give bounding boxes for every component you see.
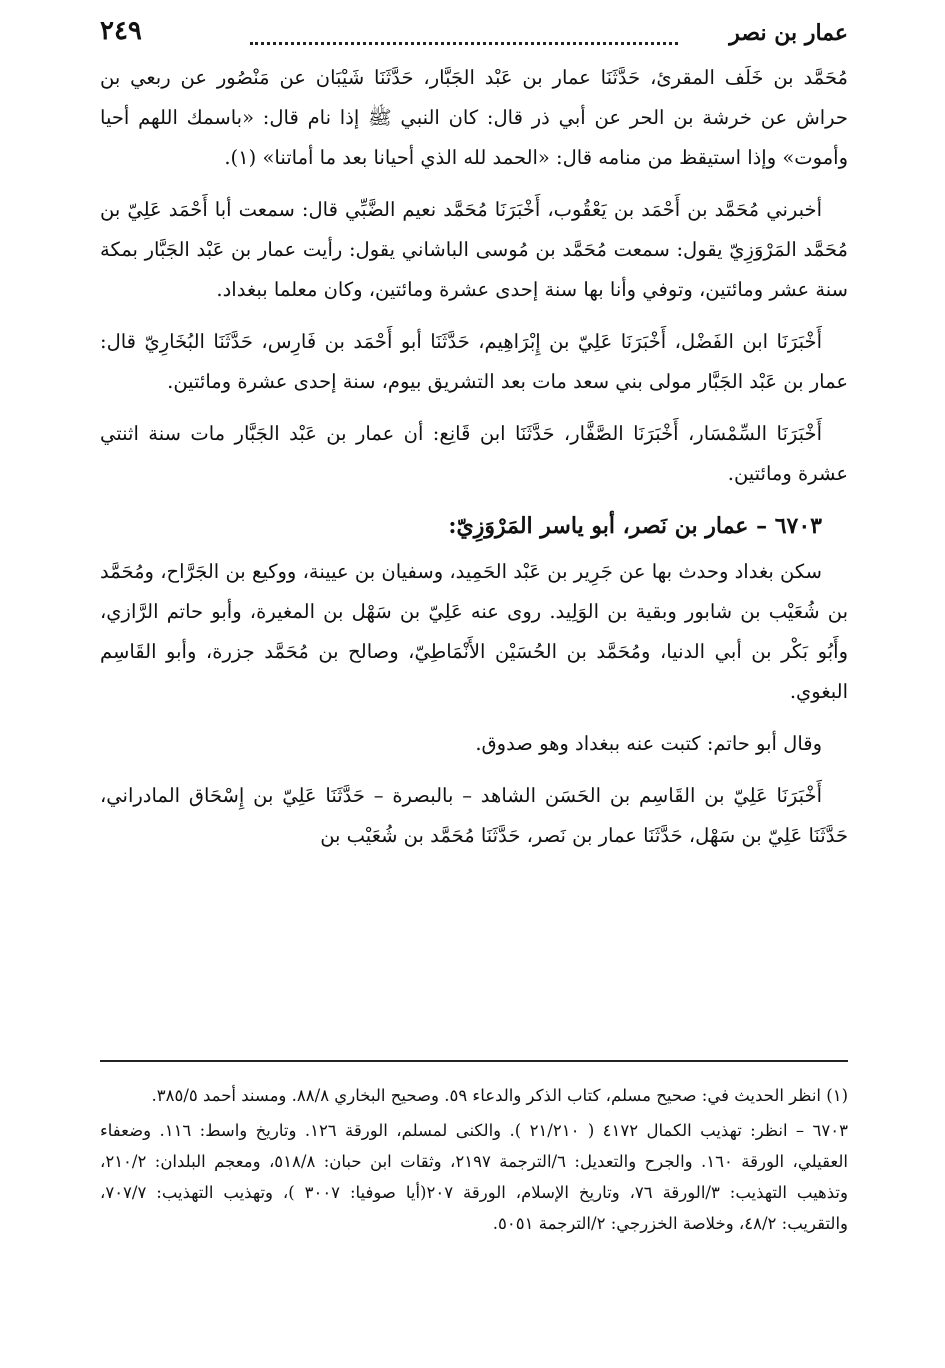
- paragraph-3: أَخْبَرَنَا ابن الفَضْل، أَخْبَرَنَا عَلِيّ بن إِبْرَاهِيم، حَدَّثَنَا أبو أَحْمَد بن فَارِس، حَدَّثَنَا البُخَارِيّ قال: عمار بن عَبْد الجَبَّار مولى بني سعد مات بعد التشريق بيوم، سنة إحدى عشرة ومائتين.: [100, 330, 848, 393]
- footnote-2: ٦٧٠٣ – انظر: تهذيب الكمال ٤١٧٢ ( ٢١/٢١٠ ). والكنى لمسلم، الورقة ١٢٦. وتاريخ واسط: ١١٦. وضعفاء العقيلي، الورقة ١٦٠. والجرح والتعديل: ٦/الترجمة ٢١٩٧، وثقات ابن حبان: ٥١٨/٨، ومعجم البلدان: ٢١٠/٢، وتذهيب التهذيب: ٣/الورقة ٧٦، وتاريخ الإسلام، الورقة ٢٠٧(أيا صوفيا: ٣٠٠٧ )، وتهذيب التهذيب: ٧٠٧/٧، والتقريب: ٤٨/٢، وخلاصة الخزرجي: ٢/الترجمة ٥٠٥١.: [100, 1121, 848, 1233]
- paragraph-1: مُحَمَّد بن خَلَف المقرئ، حَدَّثَنَا عمار بن عَبْد الجَبَّار، حَدَّثَنَا شَيْبَان عن مَنْصُور عن ربعي بن حراش عن خرشة بن الحر عن أبي ذر قال: كان النبي ﷺ إذا نام قال: «باسمك اللهم أحيا وأموت» وإذا استيقظ من منامه قال: «الحمد لله الذي أحيانا بعد ما أماتنا» (١).: [100, 66, 848, 169]
- header-dot-leader: [250, 42, 678, 45]
- running-header: [100, 14, 848, 58]
- paragraph-2: أخبرني مُحَمَّد بن أَحْمَد بن يَعْقُوب، أَخْبَرَنَا مُحَمَّد نعيم الضَّبِّي قال: سمعت أبا أَحْمَد عَلِيّ بن مُحَمَّد المَرْوَزِيّ يقول: سمعت مُحَمَّد بن مُوسى الباشاني يقول: رأيت عمار بن عَبْد الجَبَّار بمكة سنة عشر ومائتين، وتوفي وأنا بها سنة إحدى عشرة ومائتين، وكان معلما ببغداد.: [100, 198, 848, 301]
- footnote-1: (١) انظر الحديث في: صحيح مسلم، كتاب الذكر والدعاء ٥٩. وصحيح البخاري ٨٨/٨. ومسند أحمد ٣٨٥/٥.: [151, 1086, 848, 1105]
- paragraph-4: أَخْبَرَنَا السِّمْسَار، أَخْبَرَنَا الصَّفَّار، حَدَّثَنَا ابن قَانِع: أن عمار بن عَبْد الجَبَّار مات سنة اثنتي عشرة ومائتين.: [100, 422, 848, 485]
- page: [100, 14, 848, 868]
- entry-paragraph-1: سكن بغداد وحدث بها عن جَرِير بن عَبْد الحَمِيد، وسفيان بن عيينة، ووكيع بن الجَرَّاح، ومُحَمَّد بن شُعَيْب بن شابور وبقية بن الوَلِيد. روى عنه عَلِيّ بن سَهْل بن المغيرة، وأبو حاتم الرَّازي، وأَبُو بَكْر بن أبي الدنيا، ومُحَمَّد بن الحُسَيْن الأَنْمَاطِيّ، وصالح بن مُحَمَّد جزرة، وأبو القَاسِم البغوي.: [100, 560, 848, 703]
- footnote-divider: [100, 1060, 848, 1062]
- running-title: عمار بن نصر: [729, 20, 848, 46]
- footnotes: [100, 1080, 848, 1243]
- entry-heading: ٦٧٠٣ – عمار بن نَصر، أبو ياسر المَرْوَزِيّ:: [448, 513, 822, 539]
- main-text: [100, 58, 848, 856]
- page-number: ٢٤٩: [100, 16, 142, 46]
- entry-paragraph-2: وقال أبو حاتم: كتبت عنه ببغداد وهو صدوق.: [475, 732, 822, 755]
- entry-paragraph-3: أَخْبَرَنَا عَلِيّ بن القَاسِم بن الحَسَن الشاهد – بالبصرة – حَدَّثَنَا عَلِيّ بن إِسْحَاق المادراني، حَدَّثَنَا عَلِيّ بن سَهْل، حَدَّثَنَا عمار بن نَصر، حَدَّثَنَا مُحَمَّد بن شُعَيْب بن: [100, 784, 848, 847]
